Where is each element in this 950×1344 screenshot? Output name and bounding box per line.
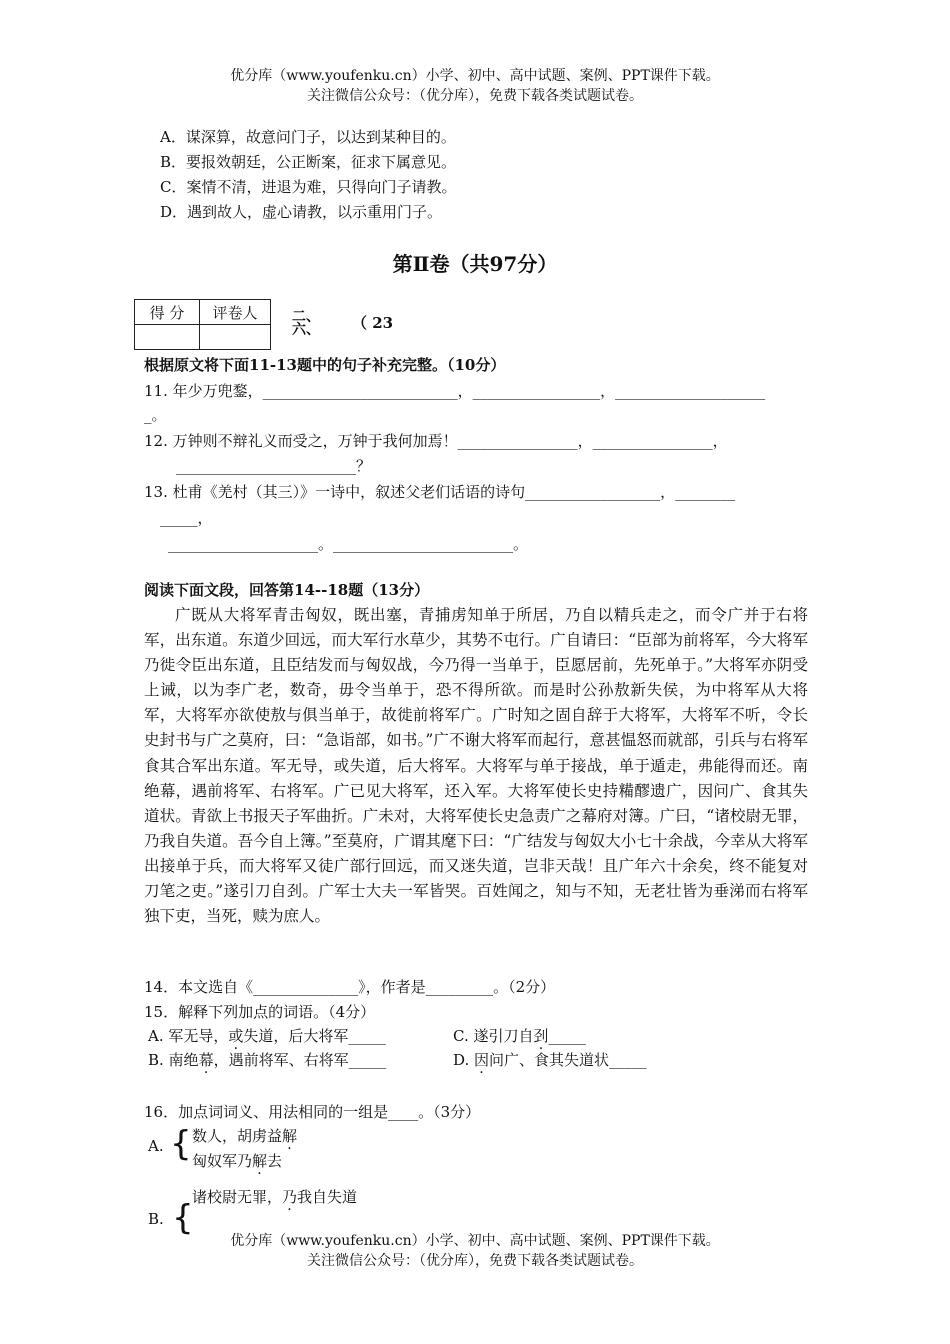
footer-line-2: 关注微信公众号：（优分库），免费下载各类试题试卷。 — [307, 1253, 643, 1269]
part-score: （ 23 — [352, 314, 394, 332]
q15-b-blank[interactable]: _____ — [348, 1051, 387, 1069]
q14-blank-2[interactable]: _________ — [425, 978, 494, 996]
question-12 — [144, 430, 728, 451]
q11-blank-2[interactable]: _________________ — [472, 382, 601, 400]
section-title: 第Ⅱ卷（共97分） — [392, 252, 558, 276]
q13-continuation: _____， — [160, 509, 213, 527]
q11-sep-1: ， — [457, 382, 473, 400]
q16-a1-dotted-word: 解 — [282, 1127, 298, 1145]
q15-a-pre: A. 军无导， — [148, 1027, 229, 1045]
q12-sep-2: ， — [712, 432, 728, 450]
option-b: B．要报效朝廷，公正断案，征求下属意见。 — [160, 153, 457, 171]
q15-c-blank[interactable]: _____ — [548, 1027, 586, 1045]
q11-blank-1[interactable]: __________________________ — [262, 382, 458, 400]
q13-end: 。 — [513, 535, 529, 553]
q15-option-c — [453, 1025, 586, 1046]
q14-blank-1[interactable]: ______________ — [253, 978, 359, 996]
q16-stem-end: 。（3分） — [418, 1103, 481, 1121]
question-14 — [144, 976, 555, 997]
q16-stem-text: 16．加点词词义、用法相同的一组是 — [144, 1103, 389, 1121]
q12-blank-2[interactable]: ________________ — [592, 432, 713, 450]
brace-icon-b: { — [172, 1198, 194, 1238]
part-number-sub: 六、 — [292, 322, 320, 338]
footer-line-1: 优分库（www.youfenku.cn）小学、初中、高中试题、案例、PPT课件下载。 — [230, 1233, 720, 1249]
q15-b-post: ，遇前将军、右将军 — [213, 1051, 349, 1069]
option-c: C．案情不清，进退为难，只得向门子请教。 — [160, 178, 457, 196]
q11-continuation: _。 — [144, 406, 167, 424]
q13-blank-3[interactable]: ____________________ — [168, 535, 318, 553]
score-cell[interactable] — [135, 325, 200, 350]
question-13 — [144, 481, 735, 502]
q15-b-pre: B. 南绝 — [148, 1051, 199, 1069]
q16-a2-post: 去 — [267, 1152, 283, 1170]
reading-instruction: 阅读下面文段，回答第14--18题（13分） — [144, 581, 430, 599]
q12-blank-1[interactable]: ________________ — [457, 432, 578, 450]
grader-header: 评卷人 — [200, 300, 271, 325]
q14-pre: 14．本文选自《 — [144, 978, 254, 996]
q16-b1-pre: 诸校尉无罪， — [192, 1188, 283, 1206]
q15-d-pre: D. — [453, 1051, 475, 1069]
q13-blank-1[interactable]: __________________ — [525, 483, 661, 501]
q15-a-dotted-word: 或 — [228, 1027, 244, 1045]
q12-blank-3[interactable]: ________________________ — [176, 457, 356, 475]
brace-icon-a: { — [170, 1124, 192, 1164]
q16-stem — [144, 1101, 480, 1122]
header-line-1: 优分库（www.youfenku.cn）小学、初中、高中试题、案例、PPT课件下载。 — [230, 68, 720, 84]
q16-a-line-1 — [192, 1125, 297, 1146]
q16-a1-pre: 数人，胡虏益 — [192, 1127, 283, 1145]
q13-blank-2[interactable]: ________ — [675, 483, 736, 501]
q15-a-blank[interactable]: _____ — [348, 1027, 386, 1045]
q16-b1-dotted-word: 乃 — [282, 1188, 298, 1206]
q16-a2-pre: 匈奴军乃 — [192, 1152, 253, 1170]
q16-b-label: B. — [148, 1210, 164, 1228]
q12-sep-1: ， — [577, 432, 593, 450]
q15-option-b — [148, 1049, 386, 1070]
q13-line-3 — [168, 533, 528, 554]
q15-d-dotted-word: 因 — [474, 1051, 490, 1069]
q12-line-2 — [176, 455, 371, 476]
q15-d-post: 问广、食其失道状 — [489, 1051, 610, 1069]
grader-cell[interactable] — [200, 325, 271, 350]
q16-b1-post: 我自失道 — [297, 1188, 358, 1206]
q12-end: ？ — [356, 457, 372, 475]
q16-blank[interactable]: ____ — [388, 1103, 419, 1121]
q15-b-dotted-word: 幕 — [198, 1051, 214, 1069]
q15-option-d — [453, 1049, 647, 1070]
score-header: 得 分 — [135, 300, 200, 325]
passage-text: 广既从大将军青击匈奴，既出塞，青捕虏知单于所居，乃自以精兵走之，而令广并于右将军，出东道。东道少回远，而大军行水草少，其势不屯行。广自请曰：“臣部为前将军，今大将军乃徙令臣出东道，且臣结发而与匈奴战，今乃得一当单于，臣愿居前，先死单于。”大将军亦阴受上诫，以为李广老，数奇，毋令当单于，恐不得所欲。而是时公孙敖新失侯，为中将军从大将军，大将军亦欲使敖与俱当单于，故徙前将军广。广时知之固自辞于大将军，大将军不听，令长史封书与广之莫府，曰：“急诣部，如书。”广不谢大将军而起行，意甚愠怒而就部，引兵与右将军食其合军出东道。军无导，或失道，后大将军。大将军与单于接战，单于遁走，弗能得而还。南绝幕，遇前将军、右将军。广已见大将军，还入军。大将军使长史持糒醪遗广，因问广、食其失道状。青欲上书报天子军曲折。广未对，大将军使长史急责广之幕府对簿。广曰，“诸校尉无罪，乃我自失道。吾今自上簿。”至莫府，广谓其麾下曰：“广结发与匈奴大小七十余战，今幸从大将军出接单于兵，而大将军又徒广部行回远，而又迷失道，岂非天哉！且广年六十余矣，终不能复对刀笔之吏。”遂引刀自刭。广军士大夫一军皆哭。百姓闻之，知与不知，无老壮皆为垂涕而右将军独下吏，当死，赎为庶人。 — [144, 606, 808, 926]
q13-text: 13. 杜甫《羌村（其三）》一诗中，叙述父老们话语的诗句 — [144, 483, 526, 501]
option-a: A．谋深算，故意问门子，以达到某种目的。 — [160, 128, 456, 146]
q13-mid: 。 — [318, 535, 334, 553]
score-table — [134, 299, 271, 350]
header-line-2: 关注微信公众号：（优分库），免费下载各类试题试卷。 — [307, 88, 643, 104]
q12-text: 12. 万钟则不辩礼义而受之，万钟于我何加焉！ — [144, 432, 458, 450]
q13-blank-4[interactable]: ________________________ — [333, 535, 514, 553]
q14-mid: 》，作者是 — [358, 978, 426, 996]
q11-blank-3[interactable]: ____________________ — [615, 382, 766, 400]
q15-a-post: 失道，后大将军 — [243, 1027, 349, 1045]
q16-a-line-2 — [192, 1150, 282, 1171]
q16-b-line-1 — [192, 1186, 357, 1207]
q11-sep-2: ， — [600, 382, 616, 400]
q16-a2-dotted-word: 解 — [252, 1152, 268, 1170]
q15-option-a — [148, 1025, 386, 1046]
reading-passage — [144, 603, 808, 929]
q15-stem: 15．解释下列加点的词语。（4分） — [144, 1003, 376, 1021]
q14-post: 。（2分） — [493, 978, 556, 996]
q13-sep-1: ， — [660, 483, 676, 501]
question-11 — [144, 380, 765, 401]
q15-c-dotted-word: 刭 — [533, 1027, 549, 1045]
q15-d-blank[interactable]: _____ — [609, 1051, 647, 1069]
option-d: D．遇到故人，虚心请教，以示重用门子。 — [160, 203, 443, 221]
q15-c-pre: C. 遂引刀自 — [453, 1027, 534, 1045]
fill-instruction: 根据原文将下面11-13题中的句子补充完整。（10分） — [144, 356, 506, 374]
q16-a-label: A. — [148, 1137, 164, 1155]
part-number: 二、 — [292, 309, 320, 325]
q11-text: 11. 年少万兜鍪， — [144, 382, 263, 400]
